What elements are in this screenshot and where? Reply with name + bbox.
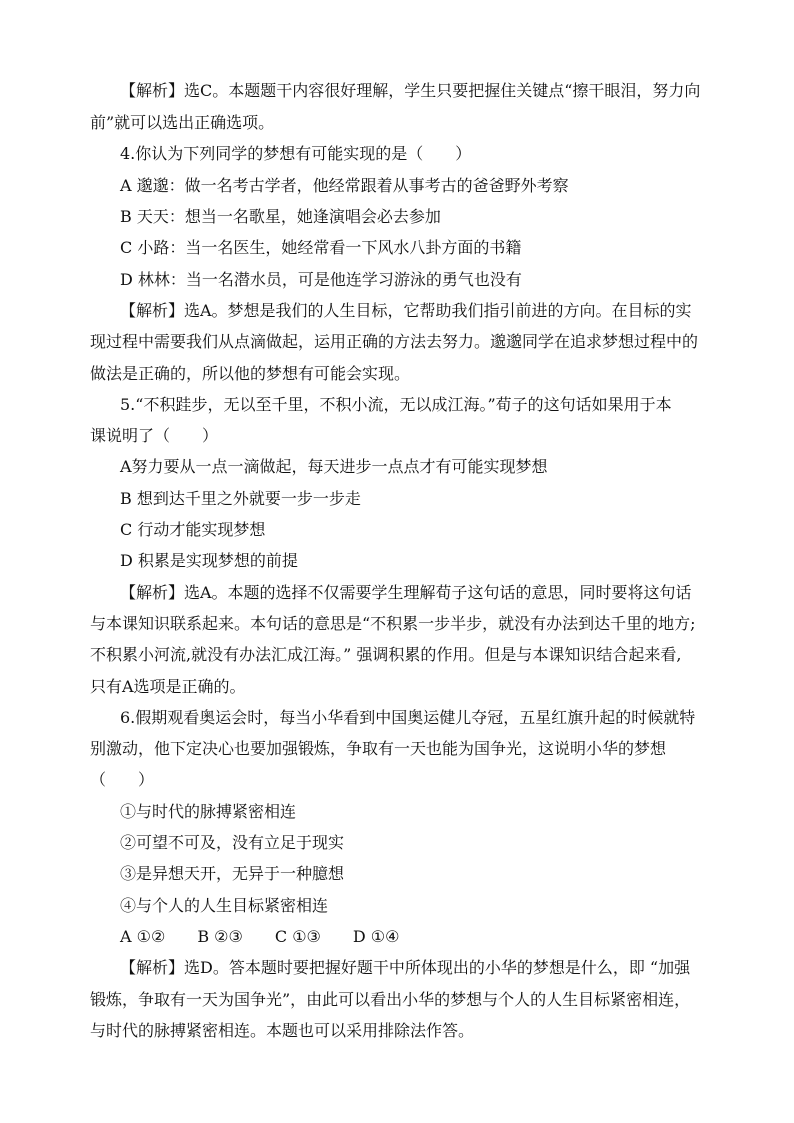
analysis-q4-line1: 【解析】选A。梦想是我们的人生目标，它帮助我们指引前进的方向。在目标的实	[120, 301, 692, 320]
question-6-statement-3: ③是异想天开，无异于一种臆想	[120, 864, 345, 883]
question-5-option-c: C 行动才能实现梦想	[120, 520, 266, 539]
question-6-statement-2: ②可望不可及，没有立足于现实	[120, 833, 345, 852]
analysis-q3-line2: 前”就可以选出正确选项。	[90, 113, 275, 132]
analysis-q4-line3: 做法是正确的，所以他的梦想有可能会实现。	[90, 364, 411, 383]
question-6-stem-line1: 6.假期观看奥运会时，每当小华看到中国奥运健儿夺冠，五星红旗升起的时候就特	[120, 708, 696, 727]
analysis-q5-line2: 与本课知识联系起来。本句话的意思是“不积累一步半步，就没有办法到达千里的地方;	[90, 614, 696, 633]
question-5-option-a: A努力要从一点一滴做起，每天进步一点点才有可能实现梦想	[120, 457, 548, 476]
question-4-option-c: C 小路：当一名医生，她经常看一下风水八卦方面的书籍	[120, 238, 522, 257]
question-5-stem-line1: 5.“不积跬步，无以至千里，不积小流，无以成江海。”荀子的这句话如果用于本	[120, 395, 672, 414]
question-6-statement-1: ①与时代的脉搏紧密相连	[120, 802, 297, 821]
question-5-stem-line2: 课说明了（ ）	[90, 426, 219, 445]
question-4-option-d: D 林林：当一名潜水员，可是他连学习游泳的勇气也没有	[120, 270, 522, 289]
analysis-q6-line3: 与时代的脉搏紧密相连。本题也可以采用排除法作答。	[90, 1021, 475, 1040]
question-6-statement-4: ④与个人的人生目标紧密相连	[120, 896, 329, 915]
question-4-option-a: A 邈邈：做一名考古学者，他经常跟着从事考古的爸爸野外考察	[120, 176, 569, 195]
question-6-stem-line2: 别激动，他下定决心也要加强锻炼，争取有一天也能为国争光，这说明小华的梦想	[90, 739, 667, 758]
question-4-stem: 4.你认为下列同学的梦想有可能实现的是（ ）	[120, 144, 472, 163]
analysis-q3-line1: 【解析】选C。本题题干内容很好理解，学生只要把握住关键点“擦干眼泪，努力向	[120, 81, 701, 100]
analysis-q4-line2: 现过程中需要我们从点滴做起，运用正确的方法去努力。邈邈同学在追求梦想过程中的	[90, 332, 699, 351]
analysis-q6-line1: 【解析】选D。答本题时要把握好题干中所体现出的小华的梦想是什么，即 “加强	[120, 958, 691, 977]
analysis-q5-line3: 不积累小河流,就没有办法汇成江海。” 强调积累的作用。但是与本课知识结合起来看,	[90, 645, 682, 664]
analysis-q6-line2: 锻炼，争取有一天为国争光”，由此可以看出小华的梦想与个人的人生目标紧密相连，	[90, 990, 691, 1009]
question-4-option-b: B 天天：想当一名歌星，她逢演唱会必去参加	[120, 207, 441, 226]
question-6-stem-line3: （ ）	[90, 770, 155, 789]
question-5-option-d: D 积累是实现梦想的前提	[120, 551, 298, 570]
analysis-q5-line4: 只有A选项是正确的。	[90, 677, 246, 696]
question-5-option-b: B 想到达千里之外就要一步一步走	[120, 489, 361, 508]
analysis-q5-line1: 【解析】选A。本题的选择不仅需要学生理解荀子这句话的意思，同时要将这句话	[120, 583, 692, 602]
question-6-options: A ①② B ②③ C ①③ D ①④	[120, 927, 400, 946]
